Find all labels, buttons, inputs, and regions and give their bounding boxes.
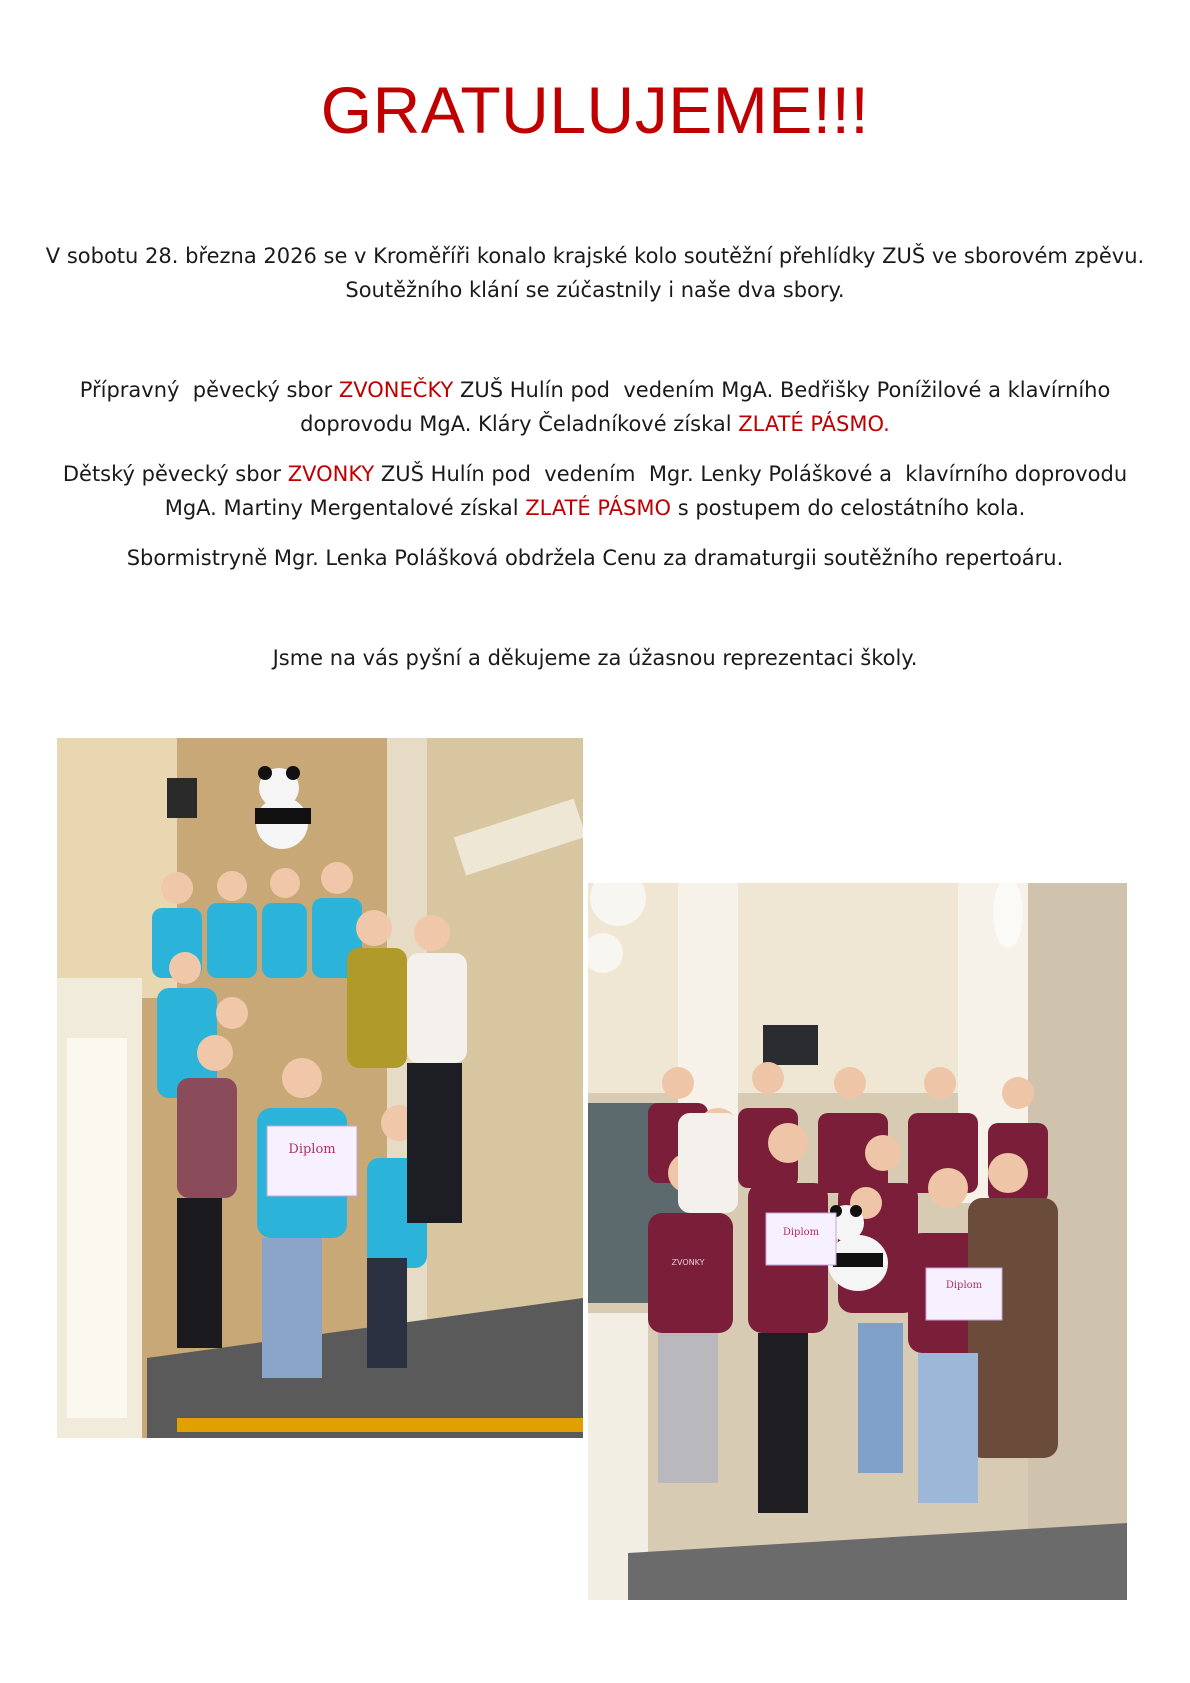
choir1-text-c: doprovodu MgA. Kláry Čeladníkové získal bbox=[300, 412, 739, 436]
choir2-award: ZLATÉ PÁSMO bbox=[525, 496, 672, 520]
intro-line-2: Soutěžního klání se zúčastnily i naše dva sbory. bbox=[345, 278, 845, 302]
choir2-name: ZVONKY bbox=[287, 462, 375, 486]
prize-paragraph: Sbormistryně Mgr. Lenka Polášková obdržela Cenu za dramaturgii soutěžního repertoáru. bbox=[126, 546, 1064, 570]
choir1-award: ZLATÉ PÁSMO. bbox=[738, 412, 890, 436]
closing-paragraph: Jsme na vás pyšní a děkujeme za úžasnou reprezentaci školy. bbox=[272, 646, 918, 670]
choir1-name: ZVONEČKY bbox=[338, 378, 454, 402]
group-photo-zvonecky-illustration bbox=[57, 738, 583, 1438]
page-title: GRATULUJEME!!! bbox=[320, 73, 870, 147]
choir2-text-d: s postupem do celostátního kola. bbox=[671, 496, 1026, 520]
choir1-text-a: Přípravný pěvecký sbor bbox=[79, 378, 339, 402]
choir-zvonky-paragraph bbox=[0, 457, 1190, 525]
choir2-text-b: ZUŠ Hulín pod vedením Mgr. Lenky Poláškové a klavírního doprovodu bbox=[374, 462, 1128, 486]
group-photo-zvonky-illustration bbox=[588, 883, 1127, 1600]
choir1-text-b: ZUŠ Hulín pod vedením MgA. Bedřišky Ponížilové a klavírního bbox=[453, 378, 1111, 402]
choir2-text-c: MgA. Martiny Mergentalové získal bbox=[164, 496, 526, 520]
diploma-label-1: Diplom bbox=[288, 1142, 336, 1157]
choir-zvonecky-paragraph bbox=[0, 373, 1190, 441]
intro-line-1: V sobotu 28. března 2026 se v Kroměříři konalo krajské kolo soutěžní přehlídky ZUŠ ve sborovém zpěvu. bbox=[45, 244, 1145, 268]
shirt-text-zvonky: ZVONKY bbox=[671, 1258, 705, 1267]
diploma-label-2b: Diplom bbox=[945, 1280, 983, 1291]
group-photo-zvonecky bbox=[57, 738, 583, 1438]
choir2-text-a: Dětský pěvecký sbor bbox=[62, 462, 288, 486]
diploma-label-2a: Diplom bbox=[782, 1227, 820, 1238]
intro-paragraph bbox=[0, 239, 1190, 307]
group-photo-zvonky bbox=[588, 883, 1127, 1600]
